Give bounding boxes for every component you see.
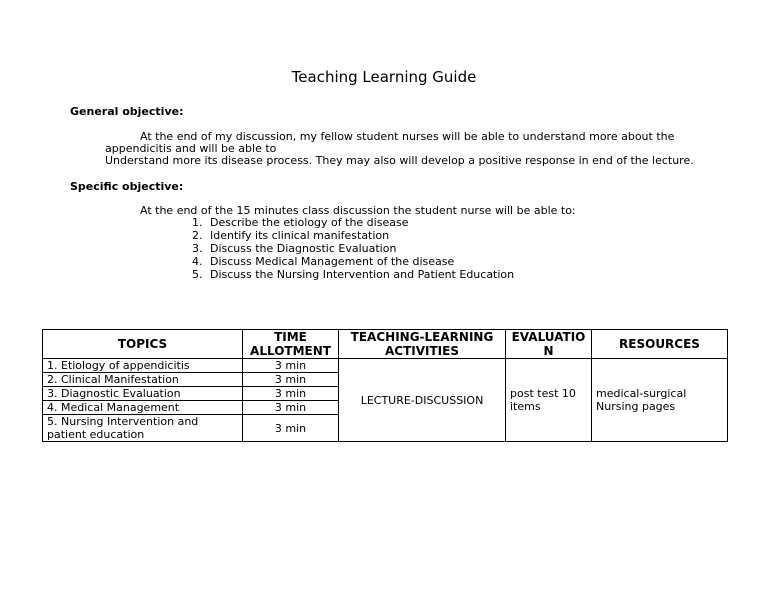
time-cell: 3 min <box>243 387 339 401</box>
topic-cell: 2. Clinical Manifestation <box>43 373 243 387</box>
header-activities: TEACHING-LEARNING ACTIVITIES <box>339 330 506 359</box>
time-cell: 3 min <box>243 415 339 442</box>
header-resources: RESOURCES <box>592 330 728 359</box>
header-topics: TOPICS <box>43 330 243 359</box>
list-item: 5. Discuss the Nursing Intervention and Patient Education <box>192 268 515 281</box>
specific-objective-heading: Specific objective: <box>70 180 184 193</box>
time-cell: 3 min <box>243 401 339 415</box>
table-header-row <box>43 330 728 359</box>
document-title: Teaching Learning Guide <box>291 68 477 86</box>
topic-cell: 4. Medical Management <box>43 401 243 415</box>
resources-cell: medical-surgical Nursing pages <box>592 359 728 442</box>
evaluation-cell: post test 10 items <box>506 359 592 442</box>
general-objective-line-3: Understand more its disease process. They may also will develop a positive response in end of the lecture. <box>105 154 694 167</box>
header-time-allotment: TIME ALLOTMENT <box>243 330 339 359</box>
list-item: 1. Describe the etiology of the disease <box>192 216 409 229</box>
list-item: 2. Identify its clinical manifestation <box>192 229 390 242</box>
activity-cell: LECTURE-DISCUSSION <box>339 359 506 442</box>
time-cell: 3 min <box>243 373 339 387</box>
table-row <box>43 359 728 373</box>
teaching-plan-table <box>42 329 728 442</box>
topic-cell: 3. Diagnostic Evaluation <box>43 387 243 401</box>
list-item: 4. Discuss Medical Management of the disease <box>192 255 455 268</box>
topic-cell: 1. Etiology of appendicitis <box>43 359 243 373</box>
general-objective-line-2: appendicitis and will be able to <box>105 142 277 155</box>
time-cell: 3 min <box>243 359 339 373</box>
topic-cell: 5. Nursing Intervention and patient education <box>43 415 243 442</box>
list-item: 3. Discuss the Diagnostic Evaluation <box>192 242 397 255</box>
objectives-list <box>192 216 514 281</box>
general-objective-heading: General objective: <box>70 105 184 118</box>
specific-objective-intro: At the end of the 15 minutes class discussion the student nurse will be able to: <box>140 204 576 217</box>
general-objective-line-1: At the end of my discussion, my fellow student nurses will be able to understand more about the <box>140 130 675 143</box>
header-evaluation: EVALUATIO N <box>506 330 592 359</box>
